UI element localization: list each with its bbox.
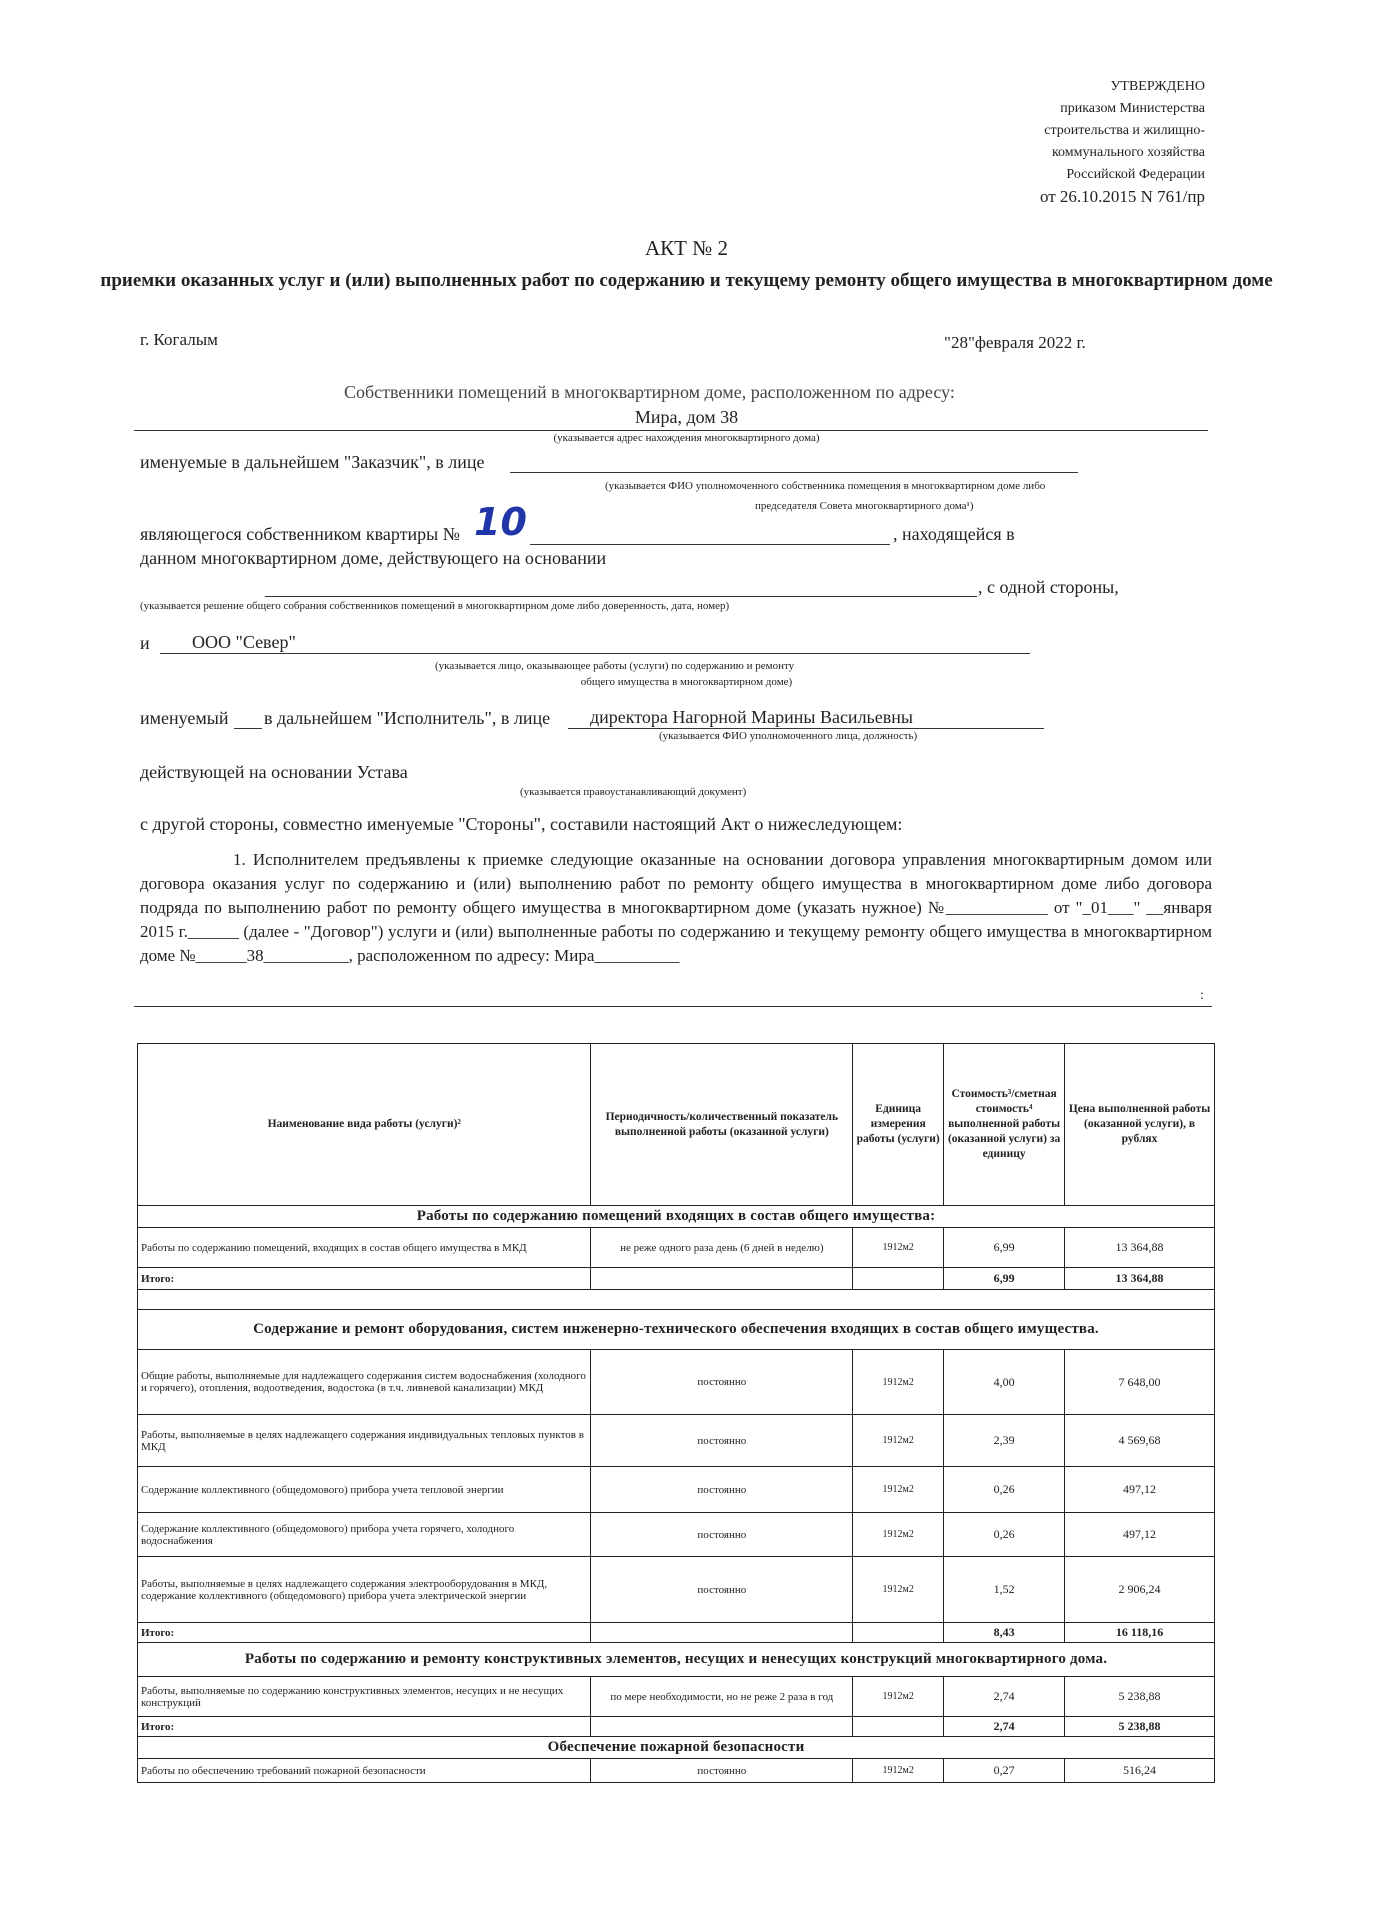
row-unit: 1912м2 [853, 1228, 944, 1268]
row-cost: 2,39 [944, 1415, 1065, 1467]
and-prefix: и [140, 633, 150, 653]
acting-charter: действующей на основании Устава [140, 762, 408, 782]
row-cost: 2,74 [944, 1677, 1065, 1717]
row-cost: 4,00 [944, 1350, 1065, 1415]
approval-line: УТВЕРЖДЕНО [1110, 79, 1205, 94]
total-row [138, 1717, 1215, 1737]
customer-hint-1: (указывается ФИО уполномоченного собственника помещения в многоквартирном доме либо [605, 480, 1046, 492]
row-periodicity: постоянно [591, 1513, 853, 1557]
total-cost: 2,74 [944, 1717, 1065, 1737]
total-label: Итого: [138, 1623, 591, 1643]
total-price: 5 238,88 [1065, 1717, 1215, 1737]
table-row [138, 1557, 1215, 1623]
table-row [138, 1759, 1215, 1783]
row-name: Работы, выполняемые по содержанию конструктивных элементов, несущих и не несущих конструкций [138, 1677, 591, 1717]
owners-line: Собственники помещений в многоквартирном доме, расположенном по адресу: [344, 382, 955, 402]
row-price: 4 569,68 [1065, 1415, 1215, 1467]
row-cost: 0,27 [944, 1759, 1065, 1783]
row-unit: 1912м2 [853, 1677, 944, 1717]
row-name: Работы по обеспечению требований пожарной безопасности [138, 1759, 591, 1783]
table-row [138, 1467, 1215, 1513]
row-name: Общие работы, выполняемые для надлежащего содержания систем водоснабжения (холодного и горячего), отопления, водоотведения, водостока (в т.ч. ливневой канализации) МКД [138, 1350, 591, 1415]
acting-basis: данном многоквартирном доме, действующего на основании [140, 548, 607, 568]
row-unit: 1912м2 [853, 1350, 944, 1415]
row-price: 7 648,00 [1065, 1350, 1215, 1415]
row-periodicity: постоянно [591, 1759, 853, 1783]
row-price: 497,12 [1065, 1467, 1215, 1513]
apartment-number: 10 [474, 500, 527, 544]
approval-line: приказом Министерства [1060, 101, 1205, 116]
row-unit: 1912м2 [853, 1759, 944, 1783]
total-label: Итого: [138, 1717, 591, 1737]
row-price: 13 364,88 [1065, 1228, 1215, 1268]
customer-hint-2: председателя Совета многоквартирного дома¹) [755, 500, 974, 512]
approval-line: Российской Федерации [1066, 167, 1205, 182]
row-unit: 1912м2 [853, 1467, 944, 1513]
row-periodicity: постоянно [591, 1415, 853, 1467]
header-cost: Стоимость³/сметная стоимость⁴ выполненной работы (оказанной услуги) за единицу [944, 1044, 1065, 1206]
row-name: Работы, выполняемые в целях надлежащего содержания электрооборудования в МКД, содержание коллективного (общедомового) прибора учета электрической энергии [138, 1557, 591, 1623]
executor-hint: (указывается ФИО уполномоченного лица, должность) [659, 730, 918, 742]
works-table [137, 1043, 1215, 1783]
paragraph-1-text: 1. Исполнителем предъявлены к приемке следующие оказанные на основании договора управления многоквартирным домом или договора оказания услуг по содержанию и (или) выполнению работ по ремонту общего имущества в многоквартирном доме либо договора подряда по выполнению работ по ремонту общего имущества в многоквартирном доме (указать нужное) №____________ от "_01___" __января 2015 г.______ (далее - "Договор") услуги и (или) выполненные работы по содержанию и текущему ремонту общего имущества в многоквартирном доме №______38__________, расположенном по адресу: Мира__________ [140, 850, 1212, 965]
approval-line: коммунального хозяйства [1051, 145, 1205, 160]
row-cost: 0,26 [944, 1467, 1065, 1513]
row-unit: 1912м2 [853, 1557, 944, 1623]
approval-line: строительства и жилищно- [1044, 123, 1205, 138]
paragraph-1 [140, 848, 1212, 968]
table-row [138, 1677, 1215, 1717]
section-title: Работы по содержанию помещений входящих в состав общего имущества: [138, 1206, 1215, 1228]
address: Мира, дом 38 [634, 407, 739, 427]
row-unit: 1912м2 [853, 1513, 944, 1557]
contractor-name: ООО "Север" [192, 632, 296, 652]
customer-line: именуемые в дальнейшем "Заказчик", в лице [140, 452, 485, 472]
total-label: Итого: [138, 1268, 591, 1290]
located-in: , находящейся в [893, 524, 1015, 544]
executor-person: директора Нагорной Марины Васильевны [590, 707, 913, 727]
table-row [138, 1228, 1215, 1268]
section-title: Работы по содержанию и ремонту конструктивных элементов, несущих и ненесущих конструкций многоквартирного дома. [138, 1643, 1215, 1677]
city: г. Когалым [140, 330, 218, 349]
approval-stamp [1040, 76, 1205, 208]
total-row [138, 1623, 1215, 1643]
row-name: Работы по содержанию помещений, входящих в состав общего имущества в МКД [138, 1228, 591, 1268]
row-periodicity: постоянно [591, 1557, 853, 1623]
header-unit: Единица измерения работы (услуги) [853, 1044, 944, 1206]
act-subtitle: приемки оказанных услуг и (или) выполненных работ по содержанию и текущему ремонту общего имущества в многоквартирном доме [100, 270, 1273, 291]
colon: : [1200, 988, 1204, 1003]
row-unit: 1912м2 [853, 1415, 944, 1467]
row-name: Содержание коллективного (общедомового) прибора учета тепловой энергии [138, 1467, 591, 1513]
charter-hint: (указывается правоустанавливающий документ) [520, 786, 747, 798]
act-title: АКТ № 2 [644, 236, 729, 260]
one-side: , с одной стороны, [978, 577, 1119, 597]
section-title: Содержание и ремонт оборудования, систем инженерно-технического обеспечения входящих в состав общего имущества. [138, 1310, 1215, 1350]
total-price: 13 364,88 [1065, 1268, 1215, 1290]
total-price: 16 118,16 [1065, 1623, 1215, 1643]
row-cost: 6,99 [944, 1228, 1065, 1268]
section-title: Обеспечение пожарной безопасности [138, 1737, 1215, 1759]
total-cost: 8,43 [944, 1623, 1065, 1643]
row-price: 5 238,88 [1065, 1677, 1215, 1717]
row-periodicity: постоянно [591, 1350, 853, 1415]
header-price: Цена выполненной работы (оказанной услуги), в рублях [1065, 1044, 1215, 1206]
header-name: Наименование вида работы (услуги)² [138, 1044, 591, 1206]
act-date: "28"февраля 2022 г. [944, 333, 1086, 352]
row-periodicity: постоянно [591, 1467, 853, 1513]
row-price: 497,12 [1065, 1513, 1215, 1557]
address-hint: (указывается адрес нахождения многоквартирного дома) [553, 432, 820, 444]
executor-prefix: именуемый [140, 708, 229, 728]
decision-hint: (указывается решение общего собрания собственников помещений в многоквартирном доме либо доверенность, дата, номер) [140, 600, 730, 612]
row-cost: 1,52 [944, 1557, 1065, 1623]
table-row [138, 1415, 1215, 1467]
row-price: 516,24 [1065, 1759, 1215, 1783]
total-cost: 6,99 [944, 1268, 1065, 1290]
row-name: Работы, выполняемые в целях надлежащего содержания индивидуальных тепловых пунктов в МКД [138, 1415, 591, 1467]
executor-line: в дальнейшем "Исполнитель", в лице [264, 708, 551, 728]
contractor-hint-2: общего имущества в многоквартирном доме) [580, 676, 793, 688]
table-row [138, 1350, 1215, 1415]
row-cost: 0,26 [944, 1513, 1065, 1557]
approval-line: от 26.10.2015 N 761/пр [1039, 187, 1205, 206]
row-periodicity: не реже одного раза день (6 дней в неделю) [591, 1228, 853, 1268]
owner-apartment-line: являющегося собственником квартиры № [140, 524, 460, 544]
row-price: 2 906,24 [1065, 1557, 1215, 1623]
header-periodicity: Периодичность/количественный показатель выполненной работы (оказанной услуги) [591, 1044, 853, 1206]
row-name: Содержание коллективного (общедомового) прибора учета горячего, холодного водоснабжения [138, 1513, 591, 1557]
contractor-hint-1: (указывается лицо, оказывающее работы (услуги) по содержанию и ремонту [435, 660, 795, 672]
row-periodicity: по мере необходимости, но не реже 2 раза в год [591, 1677, 853, 1717]
other-side: с другой стороны, совместно именуемые "Стороны", составили настоящий Акт о нижеследующем: [140, 814, 903, 834]
total-row [138, 1268, 1215, 1290]
table-row [138, 1513, 1215, 1557]
